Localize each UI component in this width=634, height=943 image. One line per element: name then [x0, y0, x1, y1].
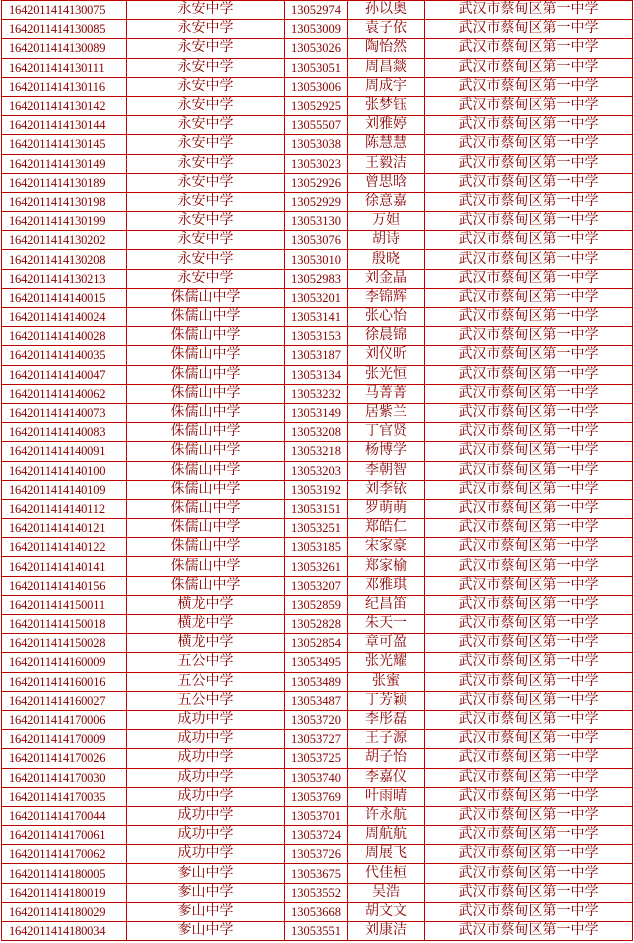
- admitted-school-cell: 武汉市蔡甸区第一中学: [425, 269, 633, 288]
- table-row: [2, 96, 633, 115]
- table-row: [2, 787, 633, 806]
- admitted-school-cell: 武汉市蔡甸区第一中学: [425, 384, 633, 403]
- exam-id-cell: 1642011414150018: [2, 615, 127, 634]
- exam-id-cell: 1642011414150011: [2, 595, 127, 614]
- candidate-no-cell: 13052983: [285, 269, 348, 288]
- admitted-school-cell: 武汉市蔡甸区第一中学: [425, 672, 633, 691]
- admitted-school-cell: 武汉市蔡甸区第一中学: [425, 902, 633, 921]
- exam-id-cell: 1642011414170030: [2, 768, 127, 787]
- admitted-school-cell: 武汉市蔡甸区第一中学: [425, 595, 633, 614]
- admitted-school-cell: 武汉市蔡甸区第一中学: [425, 634, 633, 653]
- school-cell: 永安中学: [127, 192, 285, 211]
- school-cell: 永安中学: [127, 269, 285, 288]
- name-cell: 章可盈: [348, 634, 425, 653]
- table-row: [2, 58, 633, 77]
- admitted-school-cell: 武汉市蔡甸区第一中学: [425, 826, 633, 845]
- admitted-school-cell: 武汉市蔡甸区第一中学: [425, 212, 633, 231]
- candidate-no-cell: 13053038: [285, 135, 348, 154]
- table-row: [2, 269, 633, 288]
- school-cell: 横龙中学: [127, 634, 285, 653]
- exam-id-cell: 1642011414170026: [2, 749, 127, 768]
- name-cell: 刘李铱: [348, 480, 425, 499]
- name-cell: 纪昌笛: [348, 595, 425, 614]
- name-cell: 胡诗: [348, 231, 425, 250]
- candidate-no-cell: 13052828: [285, 615, 348, 634]
- name-cell: 叶雨晴: [348, 787, 425, 806]
- table-row: [2, 595, 633, 614]
- admitted-school-cell: 武汉市蔡甸区第一中学: [425, 1, 633, 20]
- admitted-school-cell: 武汉市蔡甸区第一中学: [425, 730, 633, 749]
- table-row: [2, 557, 633, 576]
- name-cell: 孙以奥: [348, 1, 425, 20]
- candidate-no-cell: 13053551: [285, 922, 348, 941]
- admitted-school-cell: 武汉市蔡甸区第一中学: [425, 442, 633, 461]
- admitted-school-cell: 武汉市蔡甸区第一中学: [425, 749, 633, 768]
- school-cell: 成功中学: [127, 730, 285, 749]
- name-cell: 周展飞: [348, 845, 425, 864]
- table-row: [2, 461, 633, 480]
- exam-id-cell: 1642011414160027: [2, 691, 127, 710]
- school-cell: 侏儒山中学: [127, 308, 285, 327]
- table-row: [2, 250, 633, 269]
- school-cell: 侏儒山中学: [127, 346, 285, 365]
- school-cell: 永安中学: [127, 58, 285, 77]
- school-cell: 成功中学: [127, 749, 285, 768]
- name-cell: 周昌燚: [348, 58, 425, 77]
- name-cell: 张梦钰: [348, 96, 425, 115]
- exam-id-cell: 1642011414130144: [2, 116, 127, 135]
- name-cell: 吴浩: [348, 883, 425, 902]
- admitted-school-cell: 武汉市蔡甸区第一中学: [425, 691, 633, 710]
- table-row: [2, 116, 633, 135]
- table-row: [2, 576, 633, 595]
- table-row: [2, 768, 633, 787]
- school-cell: 永安中学: [127, 212, 285, 231]
- candidate-no-cell: 13053261: [285, 557, 348, 576]
- table-row: [2, 634, 633, 653]
- name-cell: 罗萌萌: [348, 499, 425, 518]
- name-cell: 张心怡: [348, 308, 425, 327]
- table-row: [2, 20, 633, 39]
- admitted-school-cell: 武汉市蔡甸区第一中学: [425, 538, 633, 557]
- name-cell: 杨博学: [348, 442, 425, 461]
- admitted-school-cell: 武汉市蔡甸区第一中学: [425, 519, 633, 538]
- admitted-school-cell: 武汉市蔡甸区第一中学: [425, 557, 633, 576]
- school-cell: 侏儒山中学: [127, 384, 285, 403]
- table-row: [2, 192, 633, 211]
- candidate-no-cell: 13053495: [285, 653, 348, 672]
- school-cell: 侏儒山中学: [127, 423, 285, 442]
- school-cell: 永安中学: [127, 135, 285, 154]
- table-row: [2, 231, 633, 250]
- name-cell: 殷晓: [348, 250, 425, 269]
- school-cell: 侏儒山中学: [127, 403, 285, 422]
- school-cell: 成功中学: [127, 826, 285, 845]
- table-row: [2, 749, 633, 768]
- table-row: [2, 173, 633, 192]
- school-cell: 横龙中学: [127, 595, 285, 614]
- school-cell: 永安中学: [127, 116, 285, 135]
- table-row: [2, 480, 633, 499]
- school-cell: 侏儒山中学: [127, 480, 285, 499]
- table-row: [2, 154, 633, 173]
- name-cell: 李锦辉: [348, 288, 425, 307]
- school-cell: 侏儒山中学: [127, 499, 285, 518]
- exam-id-cell: 1642011414130189: [2, 173, 127, 192]
- candidate-no-cell: 13053010: [285, 250, 348, 269]
- admitted-school-cell: 武汉市蔡甸区第一中学: [425, 787, 633, 806]
- school-cell: 奓山中学: [127, 883, 285, 902]
- table-row: [2, 672, 633, 691]
- school-cell: 侏儒山中学: [127, 327, 285, 346]
- candidate-no-cell: 13052974: [285, 1, 348, 20]
- school-cell: 成功中学: [127, 710, 285, 729]
- name-cell: 刘仪昕: [348, 346, 425, 365]
- admitted-school-cell: 武汉市蔡甸区第一中学: [425, 288, 633, 307]
- exam-id-cell: 1642011414140015: [2, 288, 127, 307]
- admitted-school-cell: 武汉市蔡甸区第一中学: [425, 346, 633, 365]
- candidate-no-cell: 13053153: [285, 327, 348, 346]
- admitted-school-cell: 武汉市蔡甸区第一中学: [425, 154, 633, 173]
- admitted-school-cell: 武汉市蔡甸区第一中学: [425, 308, 633, 327]
- name-cell: 王毅洁: [348, 154, 425, 173]
- candidate-no-cell: 13055507: [285, 116, 348, 135]
- name-cell: 徐意嘉: [348, 192, 425, 211]
- name-cell: 朱天一: [348, 615, 425, 634]
- exam-id-cell: 1642011414130198: [2, 192, 127, 211]
- exam-id-cell: 1642011414130202: [2, 231, 127, 250]
- candidate-no-cell: 13052926: [285, 173, 348, 192]
- exam-id-cell: 1642011414140035: [2, 346, 127, 365]
- candidate-no-cell: 13053026: [285, 39, 348, 58]
- name-cell: 居紫兰: [348, 403, 425, 422]
- candidate-no-cell: 13052859: [285, 595, 348, 614]
- table-row: [2, 653, 633, 672]
- admitted-school-cell: 武汉市蔡甸区第一中学: [425, 58, 633, 77]
- name-cell: 郑家榆: [348, 557, 425, 576]
- exam-id-cell: 1642011414130111: [2, 58, 127, 77]
- candidate-no-cell: 13053149: [285, 403, 348, 422]
- candidate-no-cell: 13053232: [285, 384, 348, 403]
- candidate-no-cell: 13053487: [285, 691, 348, 710]
- table-row: [2, 922, 633, 941]
- table-row: [2, 346, 633, 365]
- exam-id-cell: 1642011414170035: [2, 787, 127, 806]
- name-cell: 胡文文: [348, 902, 425, 921]
- exam-id-cell: 1642011414140112: [2, 499, 127, 518]
- name-cell: 丁芳颖: [348, 691, 425, 710]
- table-row: [2, 538, 633, 557]
- table-row: [2, 883, 633, 902]
- table-row: [2, 423, 633, 442]
- school-cell: 侏儒山中学: [127, 288, 285, 307]
- candidate-no-cell: 13053727: [285, 730, 348, 749]
- exam-id-cell: 1642011414130208: [2, 250, 127, 269]
- exam-id-cell: 1642011414150028: [2, 634, 127, 653]
- school-cell: 永安中学: [127, 231, 285, 250]
- school-cell: 永安中学: [127, 77, 285, 96]
- candidate-no-cell: 13053207: [285, 576, 348, 595]
- candidate-no-cell: 13053668: [285, 902, 348, 921]
- candidate-no-cell: 13053720: [285, 710, 348, 729]
- school-cell: 横龙中学: [127, 615, 285, 634]
- candidate-no-cell: 13053187: [285, 346, 348, 365]
- table-row: [2, 806, 633, 825]
- name-cell: 刘康洁: [348, 922, 425, 941]
- admitted-school-cell: 武汉市蔡甸区第一中学: [425, 39, 633, 58]
- school-cell: 成功中学: [127, 787, 285, 806]
- table-row: [2, 499, 633, 518]
- name-cell: 李嘉仪: [348, 768, 425, 787]
- candidate-no-cell: 13053023: [285, 154, 348, 173]
- admitted-school-cell: 武汉市蔡甸区第一中学: [425, 365, 633, 384]
- school-cell: 侏儒山中学: [127, 538, 285, 557]
- school-cell: 成功中学: [127, 806, 285, 825]
- candidate-no-cell: 13053051: [285, 58, 348, 77]
- name-cell: 周航航: [348, 826, 425, 845]
- school-cell: 侏儒山中学: [127, 365, 285, 384]
- admitted-school-cell: 武汉市蔡甸区第一中学: [425, 864, 633, 883]
- name-cell: 代佳桓: [348, 864, 425, 883]
- school-cell: 永安中学: [127, 96, 285, 115]
- exam-id-cell: 1642011414130089: [2, 39, 127, 58]
- table-row: [2, 710, 633, 729]
- name-cell: 刘雅婷: [348, 116, 425, 135]
- admitted-school-cell: 武汉市蔡甸区第一中学: [425, 403, 633, 422]
- admitted-school-cell: 武汉市蔡甸区第一中学: [425, 499, 633, 518]
- school-cell: 奓山中学: [127, 922, 285, 941]
- table-row: [2, 39, 633, 58]
- exam-id-cell: 1642011414140047: [2, 365, 127, 384]
- exam-id-cell: 1642011414160009: [2, 653, 127, 672]
- exam-id-cell: 1642011414140024: [2, 308, 127, 327]
- exam-id-cell: 1642011414130199: [2, 212, 127, 231]
- table-row: [2, 845, 633, 864]
- admitted-school-cell: 武汉市蔡甸区第一中学: [425, 250, 633, 269]
- school-cell: 五公中学: [127, 672, 285, 691]
- name-cell: 许永航: [348, 806, 425, 825]
- school-cell: 成功中学: [127, 845, 285, 864]
- candidate-no-cell: 13053489: [285, 672, 348, 691]
- name-cell: 张蜜: [348, 672, 425, 691]
- candidate-no-cell: 13053208: [285, 423, 348, 442]
- table-row: [2, 826, 633, 845]
- admitted-school-cell: 武汉市蔡甸区第一中学: [425, 710, 633, 729]
- table-row: [2, 135, 633, 154]
- name-cell: 刘金晶: [348, 269, 425, 288]
- exam-id-cell: 1642011414180019: [2, 883, 127, 902]
- table-row: [2, 442, 633, 461]
- exam-id-cell: 1642011414140156: [2, 576, 127, 595]
- admitted-school-cell: 武汉市蔡甸区第一中学: [425, 423, 633, 442]
- name-cell: 李彤磊: [348, 710, 425, 729]
- candidate-no-cell: 13053009: [285, 20, 348, 39]
- exam-id-cell: 1642011414140121: [2, 519, 127, 538]
- exam-id-cell: 1642011414170062: [2, 845, 127, 864]
- name-cell: 王子源: [348, 730, 425, 749]
- candidate-no-cell: 13053251: [285, 519, 348, 538]
- exam-id-cell: 1642011414180005: [2, 864, 127, 883]
- exam-id-cell: 1642011414140083: [2, 423, 127, 442]
- admission-table: [1, 0, 633, 941]
- admitted-school-cell: 武汉市蔡甸区第一中学: [425, 653, 633, 672]
- table-row: [2, 77, 633, 96]
- candidate-no-cell: 13053701: [285, 806, 348, 825]
- name-cell: 邓雅琪: [348, 576, 425, 595]
- admitted-school-cell: 武汉市蔡甸区第一中学: [425, 480, 633, 499]
- exam-id-cell: 1642011414170009: [2, 730, 127, 749]
- admitted-school-cell: 武汉市蔡甸区第一中学: [425, 96, 633, 115]
- school-cell: 永安中学: [127, 1, 285, 20]
- table-row: [2, 1, 633, 20]
- name-cell: 张光恒: [348, 365, 425, 384]
- candidate-no-cell: 13053740: [285, 768, 348, 787]
- school-cell: 永安中学: [127, 154, 285, 173]
- table-row: [2, 384, 633, 403]
- candidate-no-cell: 13053675: [285, 864, 348, 883]
- admitted-school-cell: 武汉市蔡甸区第一中学: [425, 922, 633, 941]
- school-cell: 侏儒山中学: [127, 519, 285, 538]
- school-cell: 侏儒山中学: [127, 461, 285, 480]
- table-row: [2, 308, 633, 327]
- admitted-school-cell: 武汉市蔡甸区第一中学: [425, 576, 633, 595]
- candidate-no-cell: 13052925: [285, 96, 348, 115]
- candidate-no-cell: 13053218: [285, 442, 348, 461]
- name-cell: 曾思晗: [348, 173, 425, 192]
- school-cell: 侏儒山中学: [127, 442, 285, 461]
- name-cell: 徐晨锦: [348, 327, 425, 346]
- candidate-no-cell: 13053552: [285, 883, 348, 902]
- candidate-no-cell: 13053076: [285, 231, 348, 250]
- name-cell: 马菁菁: [348, 384, 425, 403]
- candidate-no-cell: 13052929: [285, 192, 348, 211]
- school-cell: 永安中学: [127, 20, 285, 39]
- school-cell: 奓山中学: [127, 902, 285, 921]
- table-row: [2, 691, 633, 710]
- table-row: [2, 864, 633, 883]
- table-row: [2, 212, 633, 231]
- admitted-school-cell: 武汉市蔡甸区第一中学: [425, 173, 633, 192]
- exam-id-cell: 1642011414130213: [2, 269, 127, 288]
- table-row: [2, 327, 633, 346]
- table-row: [2, 730, 633, 749]
- candidate-no-cell: 13053006: [285, 77, 348, 96]
- admitted-school-cell: 武汉市蔡甸区第一中学: [425, 77, 633, 96]
- admitted-school-cell: 武汉市蔡甸区第一中学: [425, 768, 633, 787]
- school-cell: 永安中学: [127, 39, 285, 58]
- admitted-school-cell: 武汉市蔡甸区第一中学: [425, 20, 633, 39]
- exam-id-cell: 1642011414140109: [2, 480, 127, 499]
- school-cell: 永安中学: [127, 173, 285, 192]
- candidate-no-cell: 13053141: [285, 308, 348, 327]
- candidate-no-cell: 13053134: [285, 365, 348, 384]
- name-cell: 丁官贤: [348, 423, 425, 442]
- admitted-school-cell: 武汉市蔡甸区第一中学: [425, 135, 633, 154]
- admitted-school-cell: 武汉市蔡甸区第一中学: [425, 845, 633, 864]
- exam-id-cell: 1642011414180029: [2, 902, 127, 921]
- exam-id-cell: 1642011414130145: [2, 135, 127, 154]
- school-cell: 奓山中学: [127, 864, 285, 883]
- admitted-school-cell: 武汉市蔡甸区第一中学: [425, 461, 633, 480]
- name-cell: 周成宇: [348, 77, 425, 96]
- admitted-school-cell: 武汉市蔡甸区第一中学: [425, 806, 633, 825]
- admitted-school-cell: 武汉市蔡甸区第一中学: [425, 883, 633, 902]
- candidate-no-cell: 13053151: [285, 499, 348, 518]
- name-cell: 万妲: [348, 212, 425, 231]
- candidate-no-cell: 13053203: [285, 461, 348, 480]
- exam-id-cell: 1642011414140091: [2, 442, 127, 461]
- exam-id-cell: 1642011414140122: [2, 538, 127, 557]
- exam-id-cell: 1642011414170006: [2, 710, 127, 729]
- table-row: [2, 902, 633, 921]
- candidate-no-cell: 13053769: [285, 787, 348, 806]
- exam-id-cell: 1642011414140141: [2, 557, 127, 576]
- school-cell: 五公中学: [127, 691, 285, 710]
- name-cell: 陶怡然: [348, 39, 425, 58]
- table-row: [2, 365, 633, 384]
- name-cell: 胡子怡: [348, 749, 425, 768]
- exam-id-cell: 1642011414140062: [2, 384, 127, 403]
- candidate-no-cell: 13052854: [285, 634, 348, 653]
- name-cell: 李朝智: [348, 461, 425, 480]
- exam-id-cell: 1642011414180034: [2, 922, 127, 941]
- exam-id-cell: 1642011414160016: [2, 672, 127, 691]
- candidate-no-cell: 13053724: [285, 826, 348, 845]
- school-cell: 侏儒山中学: [127, 557, 285, 576]
- admission-table-body: [2, 1, 633, 941]
- name-cell: 张光耀: [348, 653, 425, 672]
- exam-id-cell: 1642011414140028: [2, 327, 127, 346]
- exam-id-cell: 1642011414130142: [2, 96, 127, 115]
- exam-id-cell: 1642011414140073: [2, 403, 127, 422]
- candidate-no-cell: 13053185: [285, 538, 348, 557]
- exam-id-cell: 1642011414130116: [2, 77, 127, 96]
- candidate-no-cell: 13053201: [285, 288, 348, 307]
- school-cell: 侏儒山中学: [127, 576, 285, 595]
- name-cell: 陈慧慧: [348, 135, 425, 154]
- admitted-school-cell: 武汉市蔡甸区第一中学: [425, 615, 633, 634]
- exam-id-cell: 1642011414170044: [2, 806, 127, 825]
- name-cell: 宋家豪: [348, 538, 425, 557]
- table-row: [2, 519, 633, 538]
- candidate-no-cell: 13053192: [285, 480, 348, 499]
- school-cell: 成功中学: [127, 768, 285, 787]
- exam-id-cell: 1642011414140100: [2, 461, 127, 480]
- table-row: [2, 403, 633, 422]
- candidate-no-cell: 13053726: [285, 845, 348, 864]
- table-row: [2, 288, 633, 307]
- admitted-school-cell: 武汉市蔡甸区第一中学: [425, 231, 633, 250]
- name-cell: 郑皓仁: [348, 519, 425, 538]
- candidate-no-cell: 13053130: [285, 212, 348, 231]
- admitted-school-cell: 武汉市蔡甸区第一中学: [425, 327, 633, 346]
- exam-id-cell: 1642011414130075: [2, 1, 127, 20]
- candidate-no-cell: 13053725: [285, 749, 348, 768]
- school-cell: 五公中学: [127, 653, 285, 672]
- name-cell: 袁子依: [348, 20, 425, 39]
- exam-id-cell: 1642011414130149: [2, 154, 127, 173]
- table-row: [2, 615, 633, 634]
- admitted-school-cell: 武汉市蔡甸区第一中学: [425, 116, 633, 135]
- exam-id-cell: 1642011414130085: [2, 20, 127, 39]
- admitted-school-cell: 武汉市蔡甸区第一中学: [425, 192, 633, 211]
- school-cell: 永安中学: [127, 250, 285, 269]
- exam-id-cell: 1642011414170061: [2, 826, 127, 845]
